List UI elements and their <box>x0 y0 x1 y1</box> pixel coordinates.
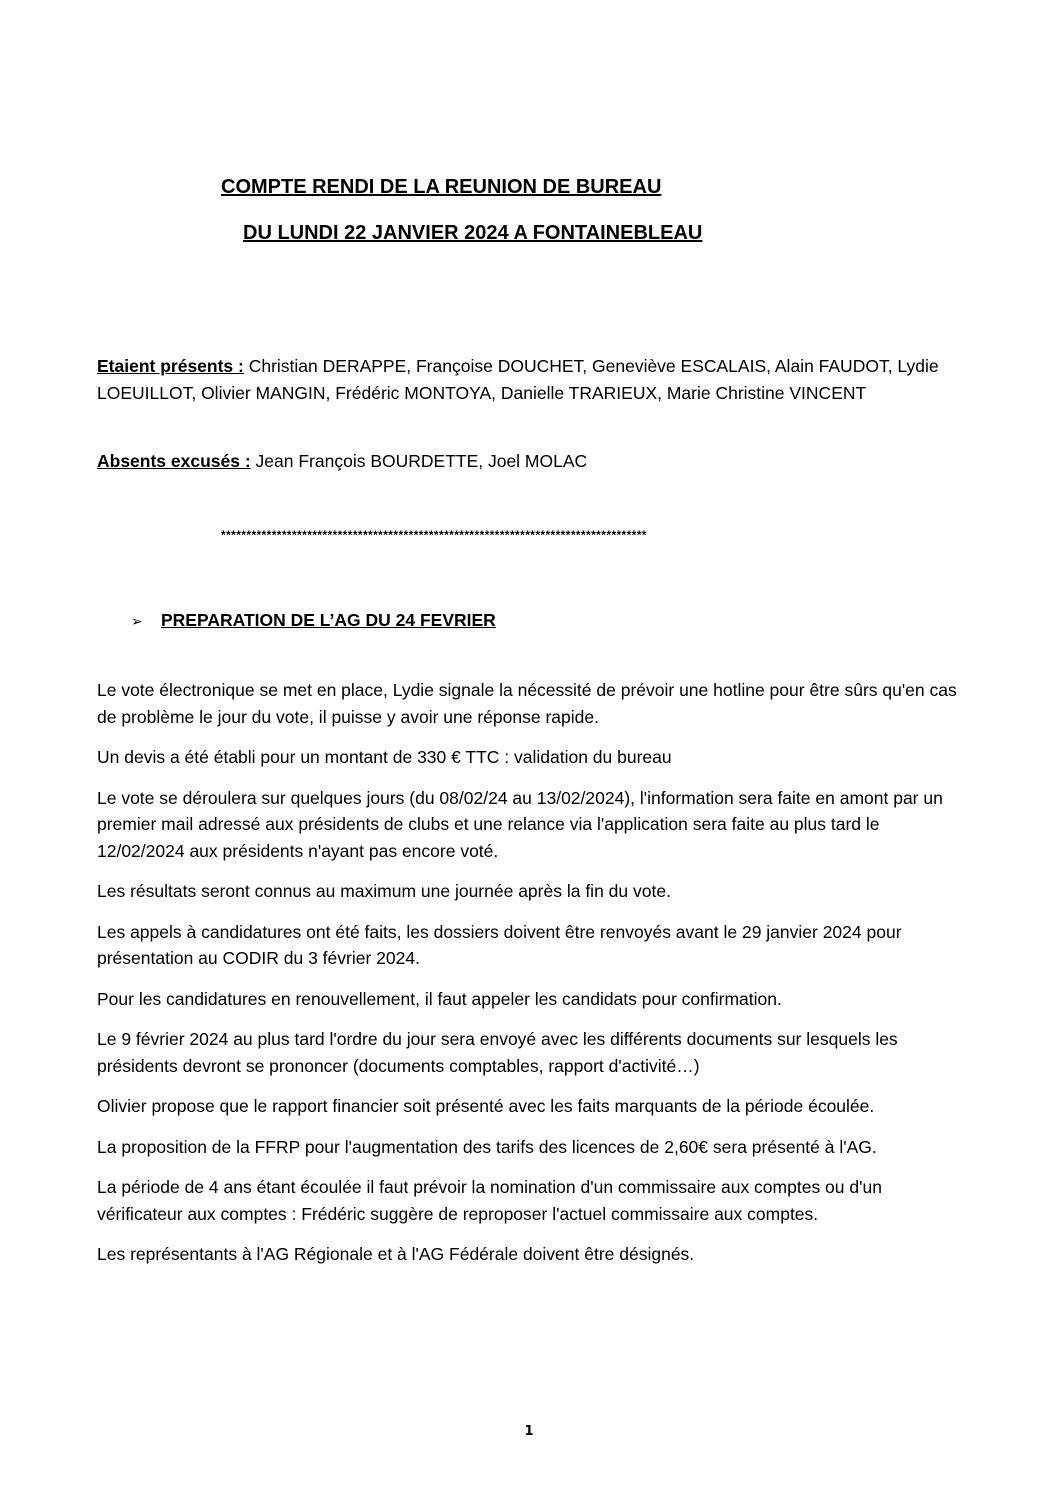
paragraph: Le vote électronique se met en place, Lydie signale la nécessité de prévoir une hotline pour être sûrs qu'en cas de problème le jour du vote, il puisse y avoir une réponse rapide. <box>97 680 957 727</box>
present-label: Etaient présents : <box>97 356 244 376</box>
paragraph: Un devis a été établi pour un montant de 330 € TTC : validation du bureau <box>97 747 672 767</box>
paragraph: Pour les candidatures en renouvellement, il faut appeler les candidats pour confirmation. <box>97 988 782 1009</box>
absent-label: Absents excusés : <box>97 451 251 471</box>
attendees-present <box>97 353 967 406</box>
attendees-absent <box>97 448 967 475</box>
paragraph: Le 9 février 2024 au plus tard l'ordre du jour sera envoyé avec les différents documents sur lesquels les présidents devront se prononcer (documents comptables, rapport d'activité…) <box>97 1029 898 1076</box>
meeting-notes <box>97 677 967 1282</box>
document-title-line-1: COMPTE RENDI DE LA REUNION DE BUREAU <box>221 176 662 198</box>
paragraph: Les représentants à l'AG Régionale et à l'AG Fédérale doivent être désignés. <box>97 1244 695 1264</box>
paragraph: Olivier propose que le rapport financier soit présenté avec les faits marquants de la période écoulée. <box>97 1096 875 1116</box>
section-title: PREPARATION DE L’AG DU 24 FEVRIER <box>161 610 496 630</box>
paragraph: Les résultats seront connus au maximum une journée après la fin du vote. <box>97 881 671 901</box>
separator-line: ************************************************************************************ <box>221 528 647 542</box>
paragraph: Les appels à candidatures ont été faits, les dossiers doivent être renvoyés avant le 29 janvier 2024 pour présentation au CODIR du 3 février 2024. <box>97 921 902 968</box>
document-title-line-2: DU LUNDI 22 JANVIER 2024 A FONTAINEBLEAU <box>243 222 703 244</box>
page-number: 1 <box>524 1424 534 1439</box>
section-heading <box>131 610 496 631</box>
present-names: Christian DERAPPE, Françoise DOUCHET, Geneviève ESCALAIS, Alain FAUDOT, Lydie LOEUILLOT, Olivier MANGIN, Frédéric MONTOYA, Danielle TRARIEUX, Marie Christine VINCENT <box>97 356 939 403</box>
paragraph: Le vote se déroulera sur quelques jours (du 08/02/24 au 13/02/2024), l'information sera faite en amont par un premier mail adressé aux présidents de clubs et une relance via l'application sera faite au plus tard le 12/02/2024 aux présidents n'ayant pas encore voté. <box>97 787 943 861</box>
paragraph: La période de 4 ans étant écoulée il faut prévoir la nomination d'un commissaire aux comptes ou d'un vérificateur aux comptes : Frédéric suggère de reproposer l'actuel commissaire aux comptes. <box>97 1177 882 1224</box>
arrow-bullet-icon: ➢ <box>131 613 143 629</box>
absent-names: Jean François BOURDETTE, Joel MOLAC <box>250 451 588 471</box>
paragraph: La proposition de la FFRP pour l'augmentation des tarifs des licences de 2,60€ sera présenté à l'AG. <box>97 1136 877 1157</box>
